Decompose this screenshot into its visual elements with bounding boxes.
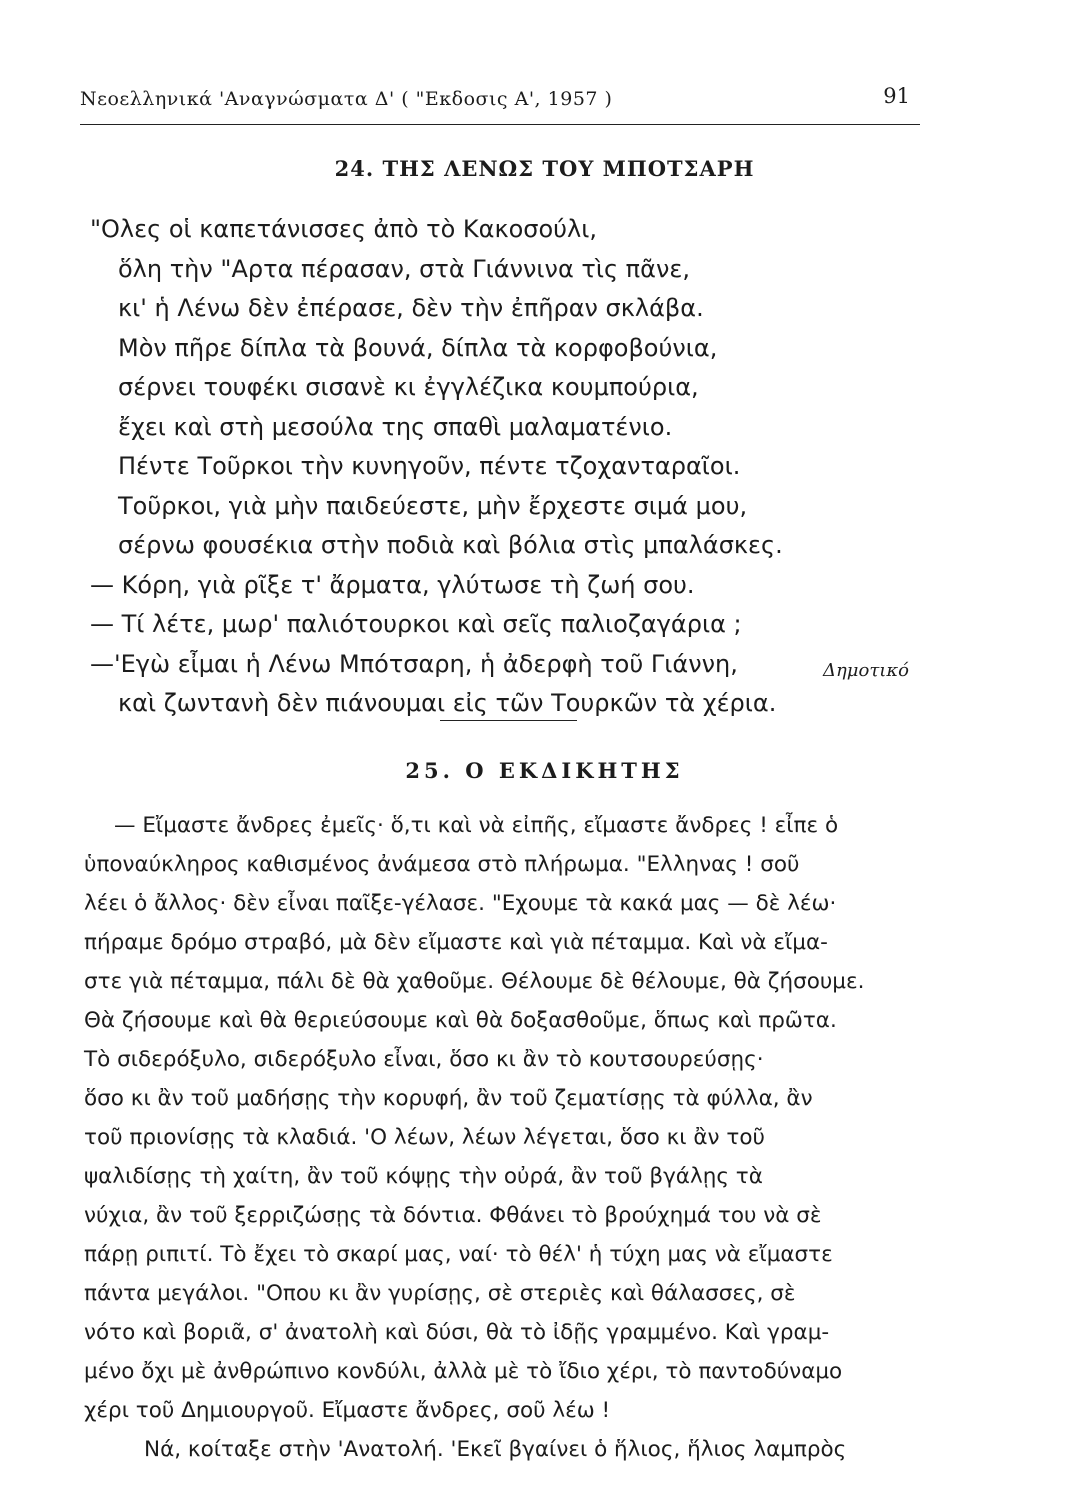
prose-line: νότο καὶ βοριᾶ, σ' ἀνατολὴ καὶ δύσι, θὰ τὸ ἰδῇς γραμμένο. Καὶ γραμ- [84,1320,830,1345]
prose-line: ὑποναύκληρος καθισμένος ἀνάμεσα στὸ πλήρωμα. "Ελληνας ! σοῦ [84,852,800,877]
prose-line: λέει ὁ ἄλλος· δὲν εἶναι παῖξε-γέλασε. "Εχουμε τὰ κακά μας — δὲ λέω· [84,891,837,916]
prose-line: μένο ὄχι μὲ ἀνθρώπινο κονδύλι, ἀλλὰ μὲ τὸ ἴδιο χέρι, τὸ παντοδύναμο [84,1359,843,1384]
poem-body [90,210,930,724]
prose-line: Νά, κοίταξε στὴν 'Ανατολή. 'Εκεῖ βγαίνει ὁ ἥλιος, ἥλιος λαμπρὸς [144,1437,847,1462]
prose-line: νύχια, ἂν τοῦ ξερριζώσῃς τὰ δόντια. Φθάνει τὸ βρούχημά του νὰ σὲ [84,1203,822,1228]
poem-line: — Τί λέτε, μωρ' παλιότουρκοι καὶ σεῖς παλιοζαγάρια ; [90,610,742,638]
section-divider [440,720,577,721]
poem-line: ἔχει καὶ στὴ μεσούλα της σπαθὶ μαλαματένιο. [118,412,673,441]
poem-line: "Ολες οἱ καπετάνισσες ἀπὸ τὸ Κακοσούλι, [90,215,598,243]
prose-line: πάντα μεγάλοι. "Οπου κι ἂν γυρίσῃς, σὲ στεριὲς καὶ θάλασσες, σὲ [84,1281,796,1306]
poem-line: σέρνει τουφέκι σισανὲ κι ἐγγλέζικα κουμπούρια, [118,373,699,401]
prose-line: πάρῃ ριπιτί. Τὸ ἔχει τὸ σκαρί μας, ναί· τὸ θέλ' ἡ τύχη μας νὰ εἴμαστε [84,1242,833,1267]
page-header [80,84,920,125]
poem-attribution: Δημοτικό [823,660,909,681]
prose-line: ψαλιδίσῃς τὴ χαίτη, ἂν τοῦ κόψῃς τὴν οὐρά, ἂν τοῦ βγάλῃς τὰ [84,1164,763,1189]
poem-line: καὶ ζωντανὴ δὲν πιάνουμαι εἰς τῶν Τουρκῶν τὰ χέρια. [118,689,777,717]
prose-line: χέρι τοῦ Δημιουργοῦ. Εἴμαστε ἄνδρες, σοῦ λέω ! [84,1398,611,1423]
prose-line: Θὰ ζήσουμε καὶ θὰ θεριεύσουμε καὶ θὰ δοξασθοῦμε, ὅπως καὶ πρῶτα. [84,1008,837,1033]
prose-line: ὅσο κι ἂν τοῦ μαδήσῃς τὴν κορυφή, ἂν τοῦ ζεματίσῃς τὰ φύλλα, ἂν [84,1086,813,1111]
prose-line: — Εἴμαστε ἄνδρες ἐμεῖς· ὅ,τι καὶ νὰ εἰπῆς, εἴμαστε ἄνδρες ! εἶπε ὁ [114,813,839,838]
poem-line: Μὸν πῆρε δίπλα τὰ βουνά, δίπλα τὰ κορφοβούνια, [118,333,718,362]
prose-line: τοῦ πριονίσῃς τὰ κλαδιά. 'Ο λέων, λέων λέγεται, ὅσο κι ἂν τοῦ [84,1125,765,1150]
poem-title: 24. ΤΗΣ ΛΕΝΩΣ ΤΟΥ ΜΠΟΤΣΑΡΗ [334,156,755,181]
poem-line: — Κόρη, γιὰ ρῖξε τ' ἄρματα, γλύτωσε τὴ ζωή σου. [90,570,695,599]
poem-line: ὅλη τὴν "Αρτα πέρασαν, στὰ Γιάννινα τὶς πᾶνε, [118,254,690,283]
prose-line: στε γιὰ πέταμμα, πάλι δὲ θὰ χαθοῦμε. Θέλουμε δὲ θέλουμε, θὰ ζήσουμε. [84,969,865,994]
page-number: 91 [883,84,910,108]
running-title: Νεοελληνικά 'Αναγνώσματα Δ' ( "Εκδοσις Α', 1957 ) [80,88,613,110]
poem-line: Πέντε Τοῦρκοι τὴν κυνηγοῦν, πέντε τζοχανταραῖοι. [118,452,741,480]
poem-line: σέρνω φουσέκια στὴν ποδιὰ καὶ βόλια στὶς μπαλάσκες. [118,531,783,559]
prose-line: πήραμε δρόμο στραβό, μὰ δὲν εἴμαστε καὶ γιὰ πέταμμα. Καὶ νὰ εἴμα- [84,930,828,955]
poem-line: —'Εγὼ εἶμαι ἡ Λένω Μπότσαρη, ἡ ἀδερφὴ τοῦ Γιάννη, [90,649,738,678]
poem-line: Τοῦρκοι, γιὰ μὴν παιδεύεστε, μὴν ἔρχεστε σιμά μου, [118,491,748,520]
story-body [84,806,944,1469]
prose-line: Τὸ σιδερόξυλο, σιδερόξυλο εἶναι, ὅσο κι ἂν τὸ κουτσουρεύσῃς· [84,1047,764,1072]
story-title: 25. Ο ΕΚΔΙΚΗΤΗΣ [405,758,684,783]
poem-line: κι' ἡ Λένω δὲν ἐπέρασε, δὲν τὴν ἐπῆραν σκλάβα. [118,294,704,322]
